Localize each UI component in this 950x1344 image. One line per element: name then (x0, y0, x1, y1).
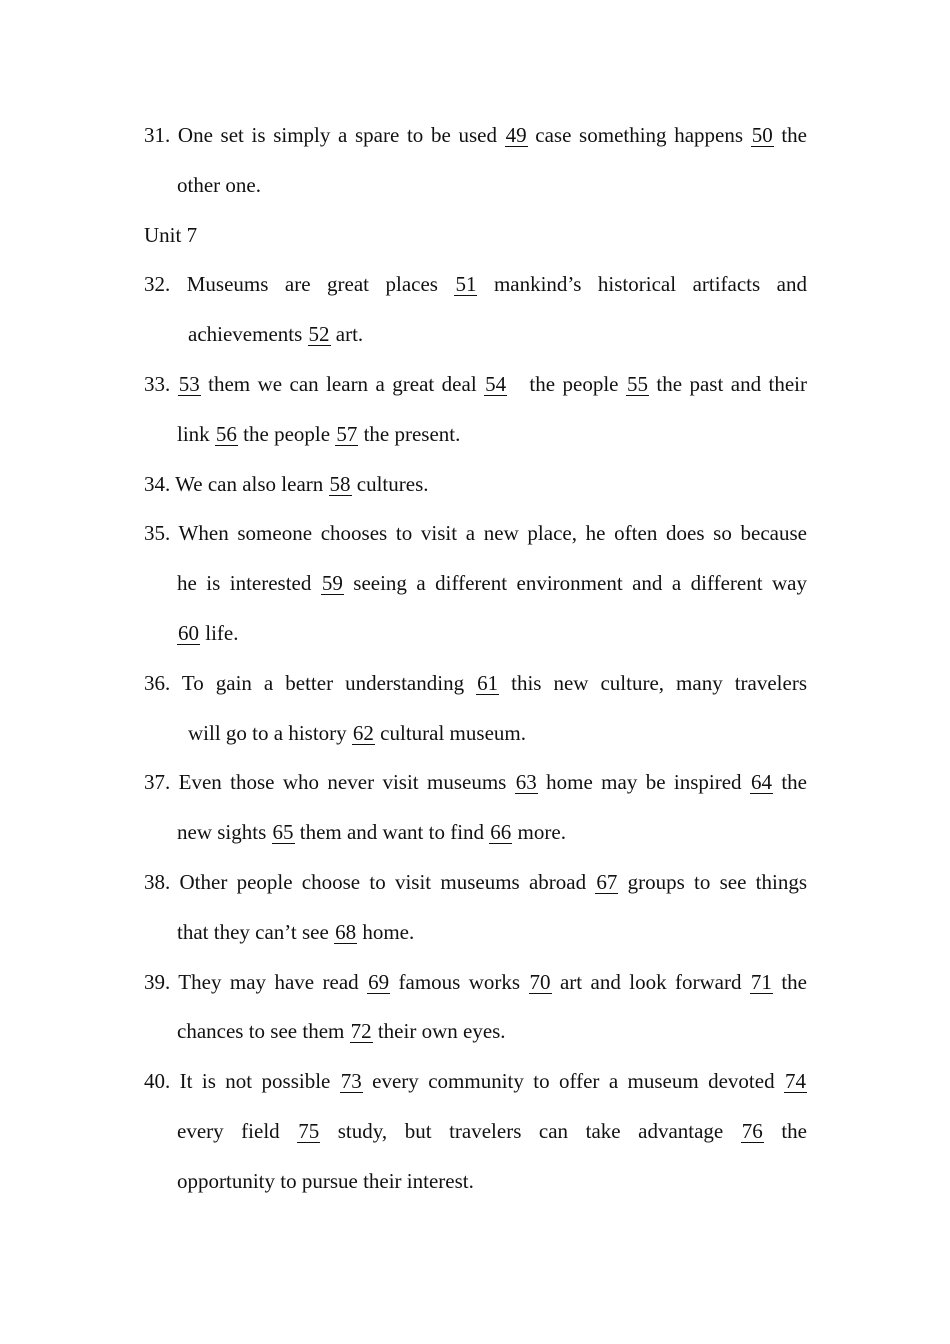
blank-number: 66 (490, 820, 512, 845)
text-segment: mankind’s historical artifacts and (477, 272, 807, 297)
text-segment: every field (177, 1118, 298, 1143)
blank-number: 74 (785, 1069, 806, 1094)
text-segment: the past and their (648, 371, 807, 396)
blank-number: 61 (477, 670, 499, 695)
text-segment: the people (237, 421, 336, 446)
text-segment: achievements (188, 322, 308, 347)
blank-number: 50 (751, 123, 773, 147)
text-segment: them we can learn a great deal (200, 371, 485, 396)
text-segment: famous works (390, 969, 529, 994)
text-segment: home may be inspired (537, 770, 750, 795)
text-segment: 37. Even those who never visit museums (144, 770, 515, 795)
text-segment: art. (330, 322, 364, 347)
blank-number: 51 (455, 272, 477, 297)
text-line (144, 410, 807, 460)
text-segment: their own eyes. (372, 1019, 506, 1044)
blank-number: 56 (215, 421, 237, 446)
text-segment: more. (512, 820, 566, 845)
text-segment: that they can’t see (177, 919, 335, 944)
blank-number: 75 (298, 1118, 320, 1143)
text-segment: will go to a history (188, 720, 352, 745)
text-line (144, 709, 807, 759)
text-segment: case something happens (527, 123, 751, 147)
text-line (144, 808, 807, 858)
text-line (144, 310, 807, 360)
text-line (144, 260, 807, 310)
blank-number: 53 (178, 371, 200, 396)
text-segment: other one. (177, 172, 261, 197)
text-line (144, 609, 807, 659)
text-segment: 35. When someone chooses to visit a new place, he often does so because (144, 521, 807, 546)
blank-number: 64 (750, 770, 772, 795)
text-segment: Unit 7 (144, 222, 198, 247)
text-line (144, 360, 807, 410)
text-segment: this new culture, many travelers (499, 670, 807, 695)
blank-number: 72 (350, 1019, 372, 1044)
text-line (144, 211, 807, 261)
text-segment: the present. (358, 421, 461, 446)
text-line (144, 858, 807, 908)
blank-number: 68 (335, 919, 357, 944)
document-page (144, 111, 807, 1207)
blank-number: 52 (308, 322, 330, 347)
blank-number: 54 (485, 371, 507, 396)
blank-number: 73 (340, 1069, 362, 1094)
text-segment: them and want to find (294, 820, 490, 845)
blank-number: 60 (178, 620, 199, 645)
text-segment: life. (200, 620, 239, 645)
text-segment: the people (507, 371, 626, 396)
text-segment: 33. (144, 371, 178, 396)
text-segment: the (772, 770, 807, 795)
blank-number: 59 (321, 571, 343, 596)
blank-number: 58 (329, 471, 351, 496)
text-segment: he is interested (177, 571, 321, 596)
text-segment: study, but travelers can take advantage (320, 1118, 741, 1143)
blank-number: 70 (529, 969, 551, 994)
blank-number: 63 (515, 770, 537, 795)
blank-number: 65 (272, 820, 294, 845)
text-segment: the (772, 969, 808, 994)
text-segment: every community to offer a museum devoted (362, 1069, 784, 1094)
text-segment: groups to see things (618, 869, 807, 894)
text-line (144, 659, 807, 709)
blank-number: 62 (352, 720, 374, 745)
text-line (144, 1057, 807, 1107)
blank-number: 69 (368, 969, 390, 994)
text-segment: 36. To gain a better understanding (144, 670, 477, 695)
text-line (144, 509, 807, 559)
blank-number: 57 (336, 421, 358, 446)
blank-number: 55 (626, 371, 648, 396)
text-segment: cultures. (351, 471, 429, 496)
text-line (144, 1107, 807, 1157)
text-segment: art and look forward (551, 969, 750, 994)
text-line (144, 908, 807, 958)
text-segment: 32. Museums are great places (144, 272, 455, 297)
text-segment: chances to see them (177, 1019, 350, 1044)
text-segment: 34. We can also learn (144, 471, 329, 496)
text-line (144, 559, 807, 609)
text-segment: the (763, 1118, 807, 1143)
text-segment: seeing a different environment and a different way (343, 571, 807, 596)
text-segment: home. (357, 919, 415, 944)
text-segment: 39. They may have read (144, 969, 368, 994)
text-line (144, 1007, 807, 1057)
text-segment: 38. Other people choose to visit museums abroad (144, 869, 596, 894)
blank-number: 49 (505, 123, 527, 147)
blank-number: 71 (750, 969, 772, 994)
text-line (144, 1157, 807, 1207)
text-line (144, 460, 807, 510)
text-line (144, 958, 807, 1008)
text-segment: 31. One set is simply a spare to be used (144, 123, 505, 147)
text-segment: opportunity to pursue their interest. (177, 1168, 474, 1193)
text-segment: link (177, 421, 215, 446)
text-line (144, 111, 807, 161)
text-segment: cultural museum. (374, 720, 526, 745)
text-segment: 40. It is not possible (144, 1069, 340, 1094)
blank-number: 67 (596, 869, 618, 894)
text-line (144, 161, 807, 211)
text-segment: the (773, 123, 808, 147)
text-line (144, 758, 807, 808)
blank-number: 76 (741, 1118, 763, 1143)
text-segment: new sights (177, 820, 272, 845)
